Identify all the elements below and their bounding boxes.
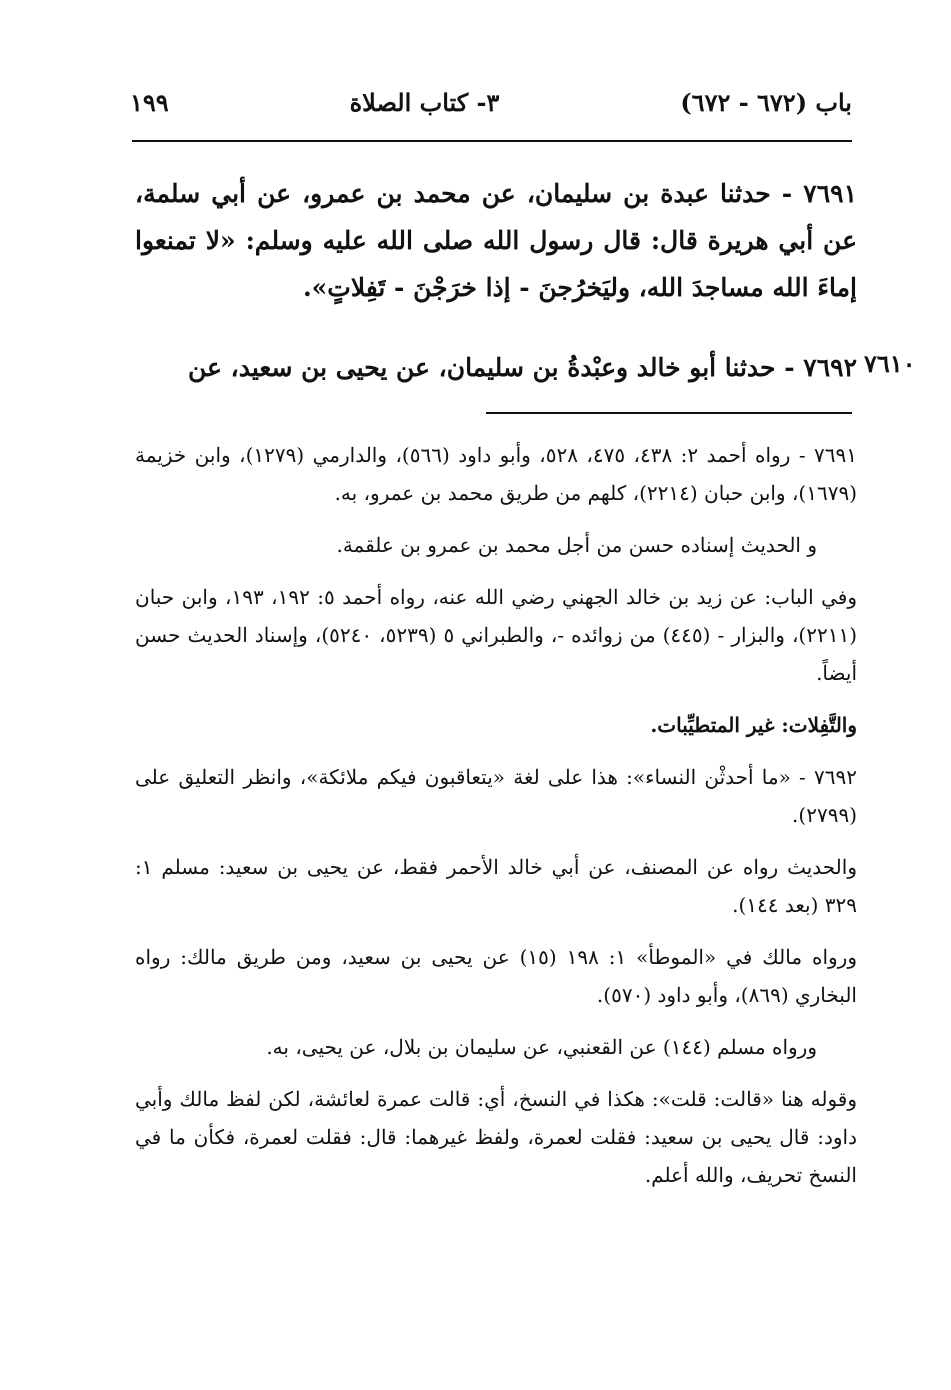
margin-number: ٧٦١٠ (864, 349, 916, 378)
footnote-paragraph: وفي الباب: عن زيد بن خالد الجهني رضي الله عنه، رواه أحمد ٥: ١٩٢، ١٩٣، وابن حبان (٢٢١١)، والبزار - (٤٤٥) من زوائده -، والطبراني ٥ (٥٢٣٩، ٥٢٤٠)، وإسناد الحديث حسن أيضاً. (135, 585, 858, 685)
hadith-7692-text: ٧٦٩٢ - حدثنا أبو خالد وعبْدةُ بن سليمان، عن يحيى بن سعيد، عن (188, 353, 857, 382)
footnotes (135, 436, 857, 1208)
footnote-paragraph: ورواه مسلم (١٤٤) عن القعنبي، عن سليمان بن بلال، عن يحيى، به. (266, 1035, 817, 1059)
footnote-paragraph: والحديث رواه عن المصنف، عن أبي خالد الأحمر فقط، عن يحيى بن سعيد: مسلم ١: ٣٢٩ (بعد ١٤٤). (135, 855, 857, 917)
footnote-paragraph: ورواه مالك في «الموطأ» ١: ١٩٨ (١٥) عن يحيى بن سعيد، ومن طريق مالك: رواه البخاري (٨٦٩)، وأبو داود (٥٧٠). (135, 945, 857, 1007)
chapter-title: باب (٦٧٢ - ٦٧٢) (680, 88, 852, 117)
running-header (130, 88, 852, 132)
footnote-paragraph: وقوله هنا «قالت: قلت»: هكذا في النسخ، أي: قالت عمرة لعائشة، لكن لفظ مالك وأبي داود: قال يحيى بن سعيد: فقلت لعمرة، ولفظ غيرهما: قال: فقلت لعمرة، فكأن ما في النسخ تحريف، والله أعلم. (135, 1087, 857, 1187)
hadith-7691-isnad: ٧٦٩١ - حدثنا عبدة بن سليمان، عن محمد بن عمرو، عن أبي سلمة، عن أبي هريرة قال: قال رسول الله صلى الله عليه وسلم: (135, 179, 857, 255)
header-rule (132, 140, 852, 142)
footnote-paragraph: ٧٦٩٢ - «ما أحدثْن النساء»: هذا على لغة «يتعاقبون فيكم ملائكة»، وانظر التعليق على (٢٧٩٩). (135, 765, 857, 827)
hadith-7691 (135, 170, 857, 311)
hadith-7691-matn: «لا تمنعوا إماءَ الله مساجدَ الله، وليَخرُجنَ - إذا خرَجْنَ - تَفِلاتٍ». (135, 226, 857, 302)
footnote-paragraph: و الحديث إسناده حسن من أجل محمد بن عمرو بن علقمة. (336, 533, 817, 557)
footnote-definition: والتَّفِلات: غير المتطيِّبات. (650, 713, 857, 737)
hadith-7692 (135, 344, 857, 391)
footnote-paragraph: ٧٦٩١ - رواه أحمد ٢: ٤٣٨، ٤٧٥، ٥٢٨، وأبو داود (٥٦٦)، والدارمي (١٢٧٩)، وابن خزيمة (١٦٧٩)، وابن حبان (٢٢١٤)، كلهم من طريق محمد بن عمرو، به. (135, 443, 857, 505)
page-number: ١٩٩ (130, 88, 169, 117)
footnote-rule (486, 412, 852, 414)
book-title: ٣- كتاب الصلاة (349, 88, 500, 117)
